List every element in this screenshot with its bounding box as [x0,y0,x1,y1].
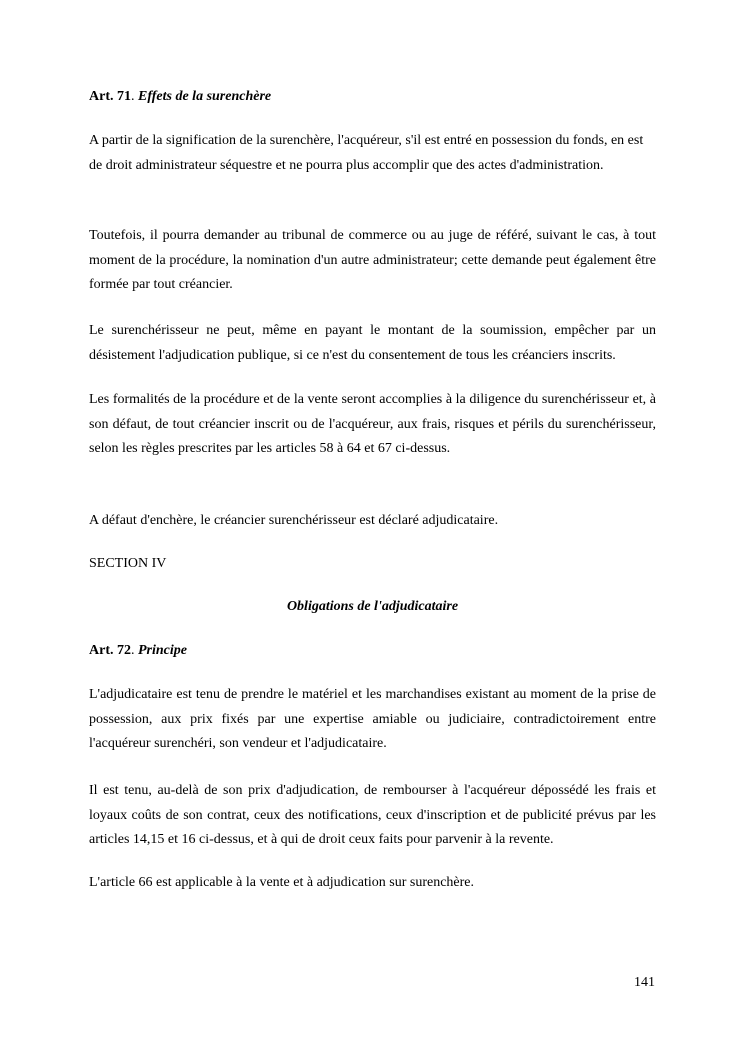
article-71-paragraph-2: Toutefois, il pourra demander au tribunal de commerce ou au juge de référé, suivant le cas, à tout moment de la procédure, la nomination d'un autre administrateur; cette demande peut également être formée par tout créancier. [89,228,656,292]
article-72-paragraph-3: L'article 66 est applicable à la vente et à adjudication sur surenchère. [89,875,475,890]
article-72-paragraph-2: Il est tenu, au-delà de son prix d'adjudication, de rembourser à l'acquéreur dépossédé les frais et loyaux coûts de son contrat, ceux des notifications, ceux d'inscription et de publicité prévus par les articles 14,15 et 16 ci-dessus, et à qui de droit ceux faits pour parvenir à la revente. [89,783,656,847]
article-71-paragraph-1: A partir de la signification de la surenchère, l'acquéreur, s'il est entré en possession du fonds, en est de droit administrateur séquestre et ne pourra plus accomplir que des actes d'administration. [89,133,644,173]
article-71-paragraph-4: Les formalités de la procédure et de la vente seront accomplies à la diligence du surenchérisseur et, à son défaut, de tout créancier inscrit ou de l'acquéreur, aux frais, risques et périls du surenchérisseur, selon les règles prescrites par les articles 58 à 64 et 67 ci-dessus. [89,392,656,456]
article-71-separator: . [131,89,138,104]
article-71-number: Art. 71 [89,89,131,104]
article-72-separator: . [131,643,138,658]
section-title: Obligations de l'adjudicataire [286,599,459,614]
article-71-heading [89,89,271,105]
article-72-paragraph-1: L'adjudicataire est tenu de prendre le matériel et les marchandises existant au moment de la prise de possession, aux prix fixés par une expertise amiable ou judiciaire, contradictoirement entre l'acquéreur surenchéri, son vendeur et l'adjudicataire. [89,687,656,751]
article-71-title: Effets de la surenchère [138,89,272,104]
article-71-paragraph-3: Le surenchérisseur ne peut, même en payant le montant de la soumission, empêcher par un désistement l'adjudication publique, si ce n'est du consentement de tous les créanciers inscrits. [89,323,656,363]
article-72-number: Art. 72 [89,643,131,658]
section-label: SECTION IV [89,556,167,571]
page-number: 141 [634,975,655,990]
article-71-paragraph-5: A défaut d'enchère, le créancier surenchérisseur est déclaré adjudicataire. [89,513,499,528]
article-72-heading [89,643,187,659]
article-72-title: Principe [138,643,187,658]
